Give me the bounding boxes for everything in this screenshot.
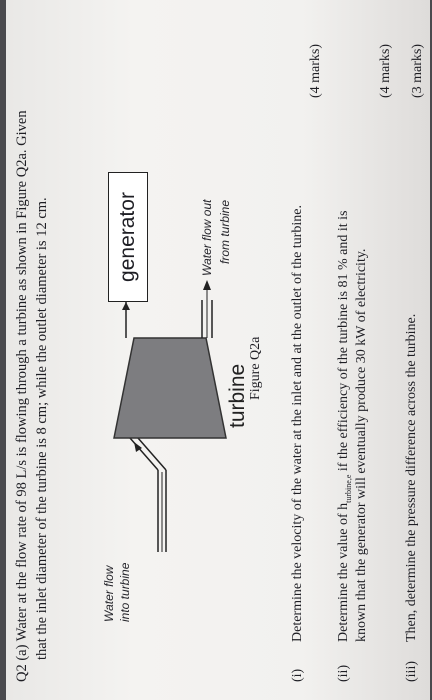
outlet-arrow-head	[203, 280, 211, 290]
inlet-pipe-bend-bottom	[138, 438, 166, 470]
part-i-number: (i)	[290, 668, 305, 682]
part-ii-text-a: Determine the value of h	[336, 502, 351, 642]
part-iii-marks: (3 marks)	[410, 43, 425, 98]
turbine-body	[114, 338, 226, 438]
part-i-text: Determine the velocity of the water at the inlet and at the outlet of the turbine.	[290, 205, 305, 642]
part-ii-text-line-1	[336, 210, 353, 642]
figure-caption: Figure Q2a	[248, 336, 263, 400]
part-ii-text-line-2: known that the generator will eventually produce 30 kW of electricity.	[354, 248, 369, 642]
part-ii-marks: (4 marks)	[378, 43, 393, 98]
part-i-marks: (4 marks)	[308, 43, 323, 98]
part-ii-subscript: turbine,e	[343, 474, 353, 503]
inlet-label-1: Water flow	[102, 565, 116, 622]
rotated-document	[6, 0, 432, 700]
generator-box: generator	[108, 172, 148, 302]
paper-page	[6, 0, 430, 700]
part-iii-number: (iii)	[404, 661, 419, 682]
question-line-1: Q2 (a) Water at the flow rate of 98 L/s is flowing through a turbine as shown in Figure Q2a. Given	[14, 110, 30, 682]
part-ii-number: (ii)	[336, 664, 351, 682]
inlet-label-2: into turbine	[118, 562, 132, 622]
question-line-2: that the inlet diameter of the turbine is 8 cm; while the outlet diameter is 12 cm.	[34, 197, 50, 660]
outlet-label-2: from turbine	[218, 199, 232, 264]
part-iii-text: Then, determine the pressure difference across the turbine.	[404, 313, 419, 642]
turbine-label: turbine	[226, 363, 249, 428]
shaft-arrow-head	[122, 302, 130, 310]
part-ii-text-b: if the efficiency of the turbine is 81 % and it is	[336, 210, 351, 475]
outlet-label-1: Water flow out	[200, 199, 214, 276]
